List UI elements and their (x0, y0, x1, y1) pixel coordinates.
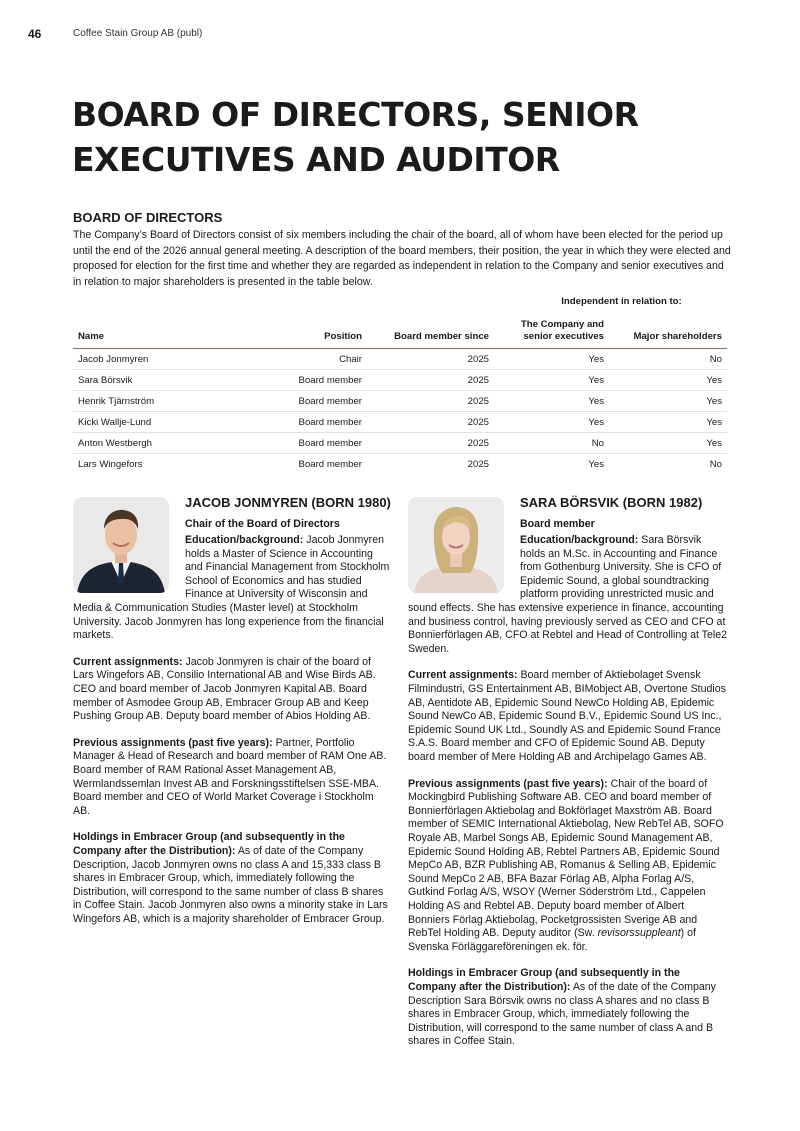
holdings-paragraph (73, 831, 393, 926)
previous-assignments-italic: revisorssuppleant (597, 927, 681, 940)
previous-assignments-label: Previous assignments (past five years): (408, 777, 608, 790)
cell-position: Board member (298, 375, 362, 386)
cell-since: 2025 (467, 375, 489, 386)
cell-company-independence: Yes (588, 459, 604, 470)
column-header-shareholder-independence: Major shareholders (633, 331, 722, 342)
current-assignments-label: Current assignments: (73, 655, 183, 668)
portrait-photo (73, 497, 169, 593)
table-row (73, 370, 727, 391)
section-intro: The Company’s Board of Directors consist of six members including the chair of the board, all of whom have been elected for the period up until the end of the 2026 annual general meeting. A description of the board members, their position, the year in which they were elected and proposed for election for the first time and whether they are regarded as independent in relation to the Company and senior executives and in relation to major shareholders is presented in the table below. (73, 229, 731, 288)
previous-assignments-paragraph (73, 737, 393, 819)
holdings-text: As of date of the Company Description, Jacob Jonmyren owns no class A and 15,333 class B shares in Embracer Group, which, immediately following the Distribution, will correspond to the same number of class B shares in Coffee Stain. Jacob Jonmyren also owns a minority stake in Lars Wingefors AB, which is a majority shareholder of Embracer Group. (73, 844, 388, 925)
current-assignments-text: Board member of Aktiebolaget Svensk Filmindustri, GS Entertainment AB, BIMobject AB, Overtone Studios AB, Aentidote AB, Epidemic Sound NewCo Holding AB, Epidemic Sound NewCo AB, Epidemic Sound B.V., Epidemic Sound US Inc., Epidemic Sound UK Ltd., Soundly AS and Epidemic Sound France S.A.S. Board member and CFO of Epidemic Sound AB. Deputy board member of Mere Holding AB and Archipelago Games AB. (408, 669, 726, 763)
cell-name: Jacob Jonmyren (78, 354, 149, 365)
cell-company-independence: Yes (588, 417, 604, 428)
holdings-paragraph (408, 967, 728, 1049)
person-name: JACOB JONMYREN (BORN 1980) (185, 495, 391, 510)
table-row (73, 412, 727, 433)
cell-since: 2025 (467, 417, 489, 428)
cell-since: 2025 (467, 459, 489, 470)
cell-position: Board member (298, 417, 362, 428)
cell-position: Board member (298, 438, 362, 449)
previous-assignments-text: Chair of the board of Mockingbird Publishing Software AB. CEO and board member of Bonnierförlagen Aktiebolag and Bokförlaget Maxström AB. Board member of SEMIC International Aktiebolag, New RebTel AB, SOFO Royale AB, Marbel Songs AB, Epidemic Sound Management AB, Epidemic Sound Holding AB, Rebtel Partners AB, Epidemic Sound MepCo AB, BZR Publishing AB, Romanus & Selling AB, Epidemic Sound MepCo 2 AB, BFA Bazar Förlag AB, Alpha Forlag A/S, Gutkind Forlag A/S, WSOY (Werner Söderström Ltd., Cappelen Holding AS and Rebtel AB. Deputy board member of Albert Bonniers Förlag Aktiebolag, Pocketgrossisten Sverige AB and RebTel Holding AB. Deputy auditor (Sw. (408, 777, 724, 940)
current-assignments-paragraph (73, 656, 393, 724)
column-header-position: Position (324, 331, 362, 342)
cell-name: Lars Wingefors (78, 459, 143, 470)
holdings-label: Holdings in Embracer Group (and subsequently in the Company after the Distribution): (408, 967, 680, 993)
table-body (73, 349, 727, 474)
column-header-since: Board member since (394, 331, 489, 342)
holdings-label: Holdings in Embracer Group (and subsequently in the Company after the Distribution): (73, 831, 345, 857)
cell-shareholder-independence: Yes (706, 396, 722, 407)
cell-since: 2025 (467, 396, 489, 407)
table-row (73, 391, 727, 412)
education-text: Sara Börsvik holds an M.Sc. in Accounting and Finance from Gothenburg University. She is CFO of Epidemic Sound, a global soundtracking platform providing unrestricted music and sound effects. She has extensive experience in finance, accounting and business control, having previously served as CEO and CFO at Bonnierförlagen AB, CFO at Rebtel and Head of Controlling at Tele2 Sweden. (408, 534, 727, 655)
cell-position: Board member (298, 396, 362, 407)
current-assignments-paragraph (408, 669, 728, 764)
page-title: BOARD OF DIRECTORS, SENIOR EXECUTIVES AND AUDITOR (72, 95, 639, 179)
person-role: Board member (520, 517, 595, 530)
cell-company-independence: Yes (588, 375, 604, 386)
portrait-photo (408, 497, 504, 593)
table-row (73, 433, 727, 454)
cell-shareholder-independence: Yes (706, 438, 722, 449)
previous-assignments-end: ) of Svenska Förläggareföreningen ek. för. (408, 927, 696, 953)
cell-since: 2025 (467, 354, 489, 365)
previous-assignments-text: Partner, Portfolio Manager & Head of Research and board member of RAM One AB. Board member of RAM Rational Asset Management AB, Wermlandssemlan Invest AB and Forskningsstiftelsen SSE-MBA. Board member and CEO of World Market Coverage i Stockholm AB. (73, 736, 387, 817)
cell-name: Henrik Tjärnström (78, 396, 155, 407)
education-text: Jacob Jonmyren holds a Master of Science in Accounting and Financial Management from Stockholm School of Economics and has studied Finance at University of Wisconsin and Media & Communication Studies (Master level) at Stockholm University. Jacob Jonmyren has long experience from the financial markets. (73, 534, 390, 642)
table-row (73, 454, 727, 474)
cell-since: 2025 (467, 438, 489, 449)
cell-shareholder-independence: Yes (706, 375, 722, 386)
profile-sara-borsvik (408, 495, 728, 1062)
cell-company-independence: Yes (588, 396, 604, 407)
education-label: Education/background: (520, 534, 639, 547)
current-assignments-text: Jacob Jonmyren is chair of the board of Lars Wingefors AB, Consilio International AB and Wise Birds AB. CEO and board member of Jacob Jonmyren Kapital AB. Board member of Asmodee Group AB, Embracer Group AB and Keep Pushing Group AB. Deputy board member of Abios Holding AB. (73, 655, 376, 723)
cell-name: Anton Westbergh (78, 438, 152, 449)
table-row (73, 349, 727, 370)
section-title: BOARD OF DIRECTORS (73, 210, 223, 225)
cell-name: Sara Börsvik (78, 375, 133, 386)
current-assignments-label: Current assignments: (408, 669, 518, 682)
cell-position: Board member (298, 459, 362, 470)
table-header (73, 318, 727, 349)
page-number: 46 (28, 27, 42, 41)
holdings-text: As of the date of the Company Description Sara Börsvik owns no class A shares and no class B shares in Embracer Group, which, immediately following the Distribution, will correspond to the same number of class A and B shares in Coffee Stain. (408, 980, 716, 1048)
previous-assignments-label: Previous assignments (past five years): (73, 736, 273, 749)
column-header-company-independence: The Company and senior executives (520, 319, 604, 342)
column-header-name: Name (78, 331, 105, 342)
cell-company-independence: No (591, 438, 604, 449)
cell-shareholder-independence: No (709, 459, 722, 470)
independence-group-header: Independent in relation to: (561, 296, 682, 307)
person-name: SARA BÖRSVIK (BORN 1982) (520, 495, 703, 510)
education-label: Education/background: (185, 534, 304, 547)
person-role: Chair of the Board of Directors (185, 517, 340, 530)
profile-jacob-jonmyren (73, 495, 393, 940)
company-name: Coffee Stain Group AB (publ) (73, 28, 203, 39)
cell-position: Chair (339, 354, 362, 365)
cell-shareholder-independence: No (709, 354, 722, 365)
previous-assignments-paragraph (408, 778, 728, 955)
cell-company-independence: Yes (588, 354, 604, 365)
cell-shareholder-independence: Yes (706, 417, 722, 428)
cell-name: Kicki Wallje-Lund (78, 417, 152, 428)
